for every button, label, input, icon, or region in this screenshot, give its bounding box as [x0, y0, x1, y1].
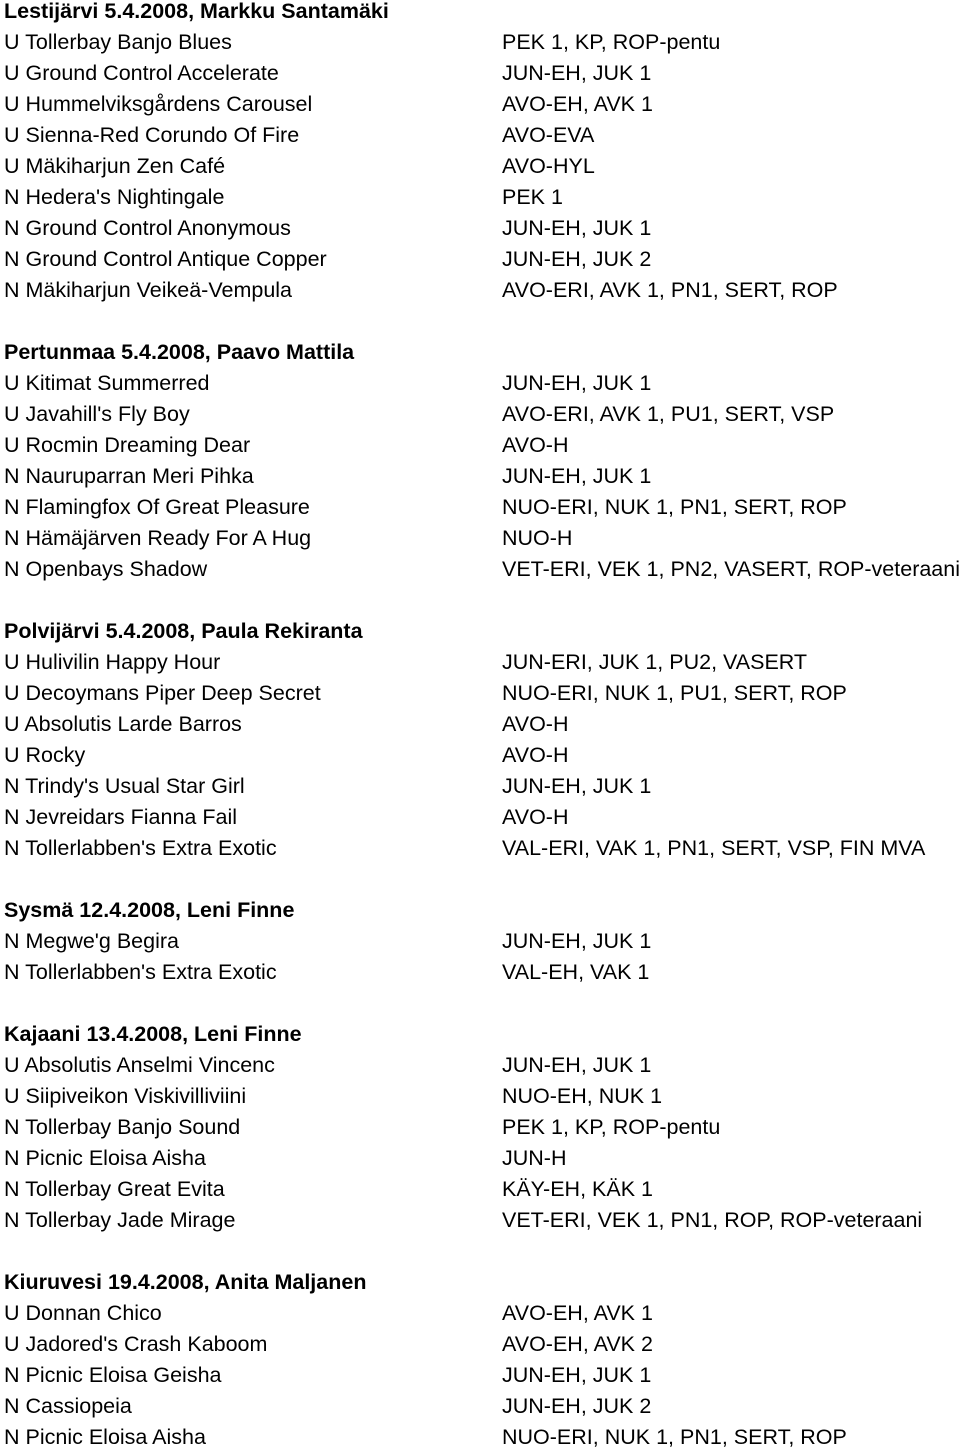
result-row	[4, 523, 960, 554]
dog-name: N Megwe'g Begira	[4, 929, 179, 953]
result-row	[4, 89, 960, 120]
show-result: AVO-EH, AVK 1	[502, 92, 653, 116]
result-row	[4, 244, 960, 275]
result-row	[4, 399, 960, 430]
dog-name: N Hämäjärven Ready For A Hug	[4, 526, 312, 550]
dog-name: U Absolutis Larde Barros	[4, 712, 242, 736]
show-result: JUN-EH, JUK 1	[502, 61, 652, 85]
result-row	[4, 771, 960, 802]
show-result: NUO-ERI, NUK 1, PN1, SERT, ROP	[502, 495, 847, 519]
dog-name: N Nauruparran Meri Pihka	[4, 464, 254, 488]
dog-name: U Hulivilin Happy Hour	[4, 650, 221, 674]
show-result: JUN-EH, JUK 1	[502, 1053, 652, 1077]
dog-name: N Flamingfox Of Great Pleasure	[4, 495, 310, 519]
show-result: AVO-H	[502, 433, 569, 457]
result-row	[4, 275, 960, 306]
dog-name: U Jadored's Crash Kaboom	[4, 1332, 268, 1356]
dog-name: U Kitimat Summerred	[4, 371, 210, 395]
result-row	[4, 1081, 960, 1112]
dog-name: N Picnic Eloisa Aisha	[4, 1425, 206, 1449]
show-heading: Pertunmaa 5.4.2008, Paavo Mattila	[4, 340, 355, 364]
dog-name: N Ground Control Antique Copper	[4, 247, 327, 271]
show-result: VET-ERI, VEK 1, PN1, ROP, ROP-veteraani	[502, 1208, 923, 1232]
dog-name: N Jevreidars Fianna Fail	[4, 805, 238, 829]
dog-name: U Siipiveikon Viskivilliviini	[4, 1084, 247, 1108]
show-result: NUO-H	[502, 526, 573, 550]
dog-name: N Tollerbay Banjo Sound	[4, 1115, 241, 1139]
dog-name: U Mäkiharjun Zen Café	[4, 154, 226, 178]
result-row	[4, 678, 960, 709]
result-row	[4, 120, 960, 151]
dog-name: U Donnan Chico	[4, 1301, 162, 1325]
show-result: JUN-ERI, JUK 1, PU2, VASERT	[502, 650, 808, 674]
show-result: VET-ERI, VEK 1, PN2, VASERT, ROP-veteraani	[502, 557, 960, 581]
show-heading: Lestijärvi 5.4.2008, Markku Santamäki	[4, 0, 389, 23]
show-result: AVO-H	[502, 712, 569, 736]
show-section	[4, 895, 960, 988]
dog-name: N Tollerlabben's Extra Exotic	[4, 960, 277, 984]
show-section	[4, 616, 960, 864]
result-row	[4, 647, 960, 678]
dog-name: U Decoymans Piper Deep Secret	[4, 681, 321, 705]
dog-name: N Picnic Eloisa Aisha	[4, 1146, 206, 1170]
show-result: AVO-ERI, AVK 1, PN1, SERT, ROP	[502, 278, 838, 302]
show-result: NUO-ERI, NUK 1, PU1, SERT, ROP	[502, 681, 847, 705]
show-result: AVO-EH, AVK 1	[502, 1301, 653, 1325]
result-row	[4, 709, 960, 740]
result-row	[4, 1360, 960, 1391]
result-row	[4, 833, 960, 864]
show-result: AVO-EVA	[502, 123, 595, 147]
result-row	[4, 1298, 960, 1329]
dog-name: U Sienna-Red Corundo Of Fire	[4, 123, 300, 147]
show-result: JUN-EH, JUK 1	[502, 371, 652, 395]
result-row	[4, 740, 960, 771]
result-row	[4, 1112, 960, 1143]
show-result: JUN-EH, JUK 2	[502, 1394, 652, 1418]
show-result: VAL-ERI, VAK 1, PN1, SERT, VSP, FIN MVA	[502, 836, 926, 860]
dog-name: N Hedera's Nightingale	[4, 185, 225, 209]
result-row	[4, 461, 960, 492]
dog-name: U Ground Control Accelerate	[4, 61, 279, 85]
show-result: PEK 1, KP, ROP-pentu	[502, 1115, 721, 1139]
dog-name: N Openbays Shadow	[4, 557, 208, 581]
show-heading: Sysmä 12.4.2008, Leni Finne	[4, 898, 295, 922]
dog-name: N Picnic Eloisa Geisha	[4, 1363, 222, 1387]
result-row	[4, 58, 960, 89]
show-result: PEK 1	[502, 185, 563, 209]
show-result: JUN-EH, JUK 2	[502, 247, 652, 271]
dog-name: U Absolutis Anselmi Vincenc	[4, 1053, 275, 1077]
show-result: AVO-EH, AVK 2	[502, 1332, 653, 1356]
result-row	[4, 802, 960, 833]
dog-name: U Rocky	[4, 743, 86, 767]
result-row	[4, 492, 960, 523]
result-row	[4, 1391, 960, 1422]
dog-name: N Trindy's Usual Star Girl	[4, 774, 245, 798]
show-section	[4, 1019, 960, 1236]
show-section	[4, 337, 960, 585]
dog-name: N Mäkiharjun Veikeä-Vempula	[4, 278, 293, 302]
show-result: PEK 1, KP, ROP-pentu	[502, 30, 721, 54]
dog-name: N Cassiopeia	[4, 1394, 132, 1418]
show-result: AVO-HYL	[502, 154, 595, 178]
dog-name: N Tollerbay Great Evita	[4, 1177, 225, 1201]
dog-name: N Tollerlabben's Extra Exotic	[4, 836, 277, 860]
result-row	[4, 27, 960, 58]
show-result: AVO-ERI, AVK 1, PU1, SERT, VSP	[502, 402, 835, 426]
dog-name: U Javahill's Fly Boy	[4, 402, 190, 426]
show-heading: Polvijärvi 5.4.2008, Paula Rekiranta	[4, 619, 363, 643]
result-row	[4, 368, 960, 399]
show-result: NUO-ERI, NUK 1, PN1, SERT, ROP	[502, 1425, 847, 1449]
dog-name: U Rocmin Dreaming Dear	[4, 433, 251, 457]
show-result: JUN-EH, JUK 1	[502, 216, 652, 240]
result-row	[4, 1174, 960, 1205]
result-row	[4, 182, 960, 213]
result-row	[4, 430, 960, 461]
show-result: JUN-EH, JUK 1	[502, 774, 652, 798]
show-section	[4, 0, 960, 306]
result-row	[4, 1050, 960, 1081]
result-row	[4, 957, 960, 988]
show-result: NUO-EH, NUK 1	[502, 1084, 663, 1108]
dog-name: U Hummelviksgårdens Carousel	[4, 92, 313, 116]
result-row	[4, 151, 960, 182]
show-result: JUN-EH, JUK 1	[502, 464, 652, 488]
show-result: JUN-EH, JUK 1	[502, 929, 652, 953]
show-section	[4, 1267, 960, 1453]
show-result: JUN-EH, JUK 1	[502, 1363, 652, 1387]
show-result: JUN-H	[502, 1146, 567, 1170]
dog-name: N Tollerbay Jade Mirage	[4, 1208, 236, 1232]
dog-name: U Tollerbay Banjo Blues	[4, 30, 232, 54]
result-row	[4, 1205, 960, 1236]
result-row	[4, 1422, 960, 1453]
result-row	[4, 213, 960, 244]
show-result: AVO-H	[502, 805, 569, 829]
show-result: AVO-H	[502, 743, 569, 767]
show-result: VAL-EH, VAK 1	[502, 960, 650, 984]
show-heading: Kiuruvesi 19.4.2008, Anita Maljanen	[4, 1270, 367, 1294]
results-document	[4, 0, 960, 1453]
result-row	[4, 1143, 960, 1174]
result-row	[4, 1329, 960, 1360]
result-row	[4, 554, 960, 585]
show-result: KÄY-EH, KÄK 1	[502, 1177, 653, 1201]
show-heading: Kajaani 13.4.2008, Leni Finne	[4, 1022, 302, 1046]
dog-name: N Ground Control Anonymous	[4, 216, 291, 240]
result-row	[4, 926, 960, 957]
